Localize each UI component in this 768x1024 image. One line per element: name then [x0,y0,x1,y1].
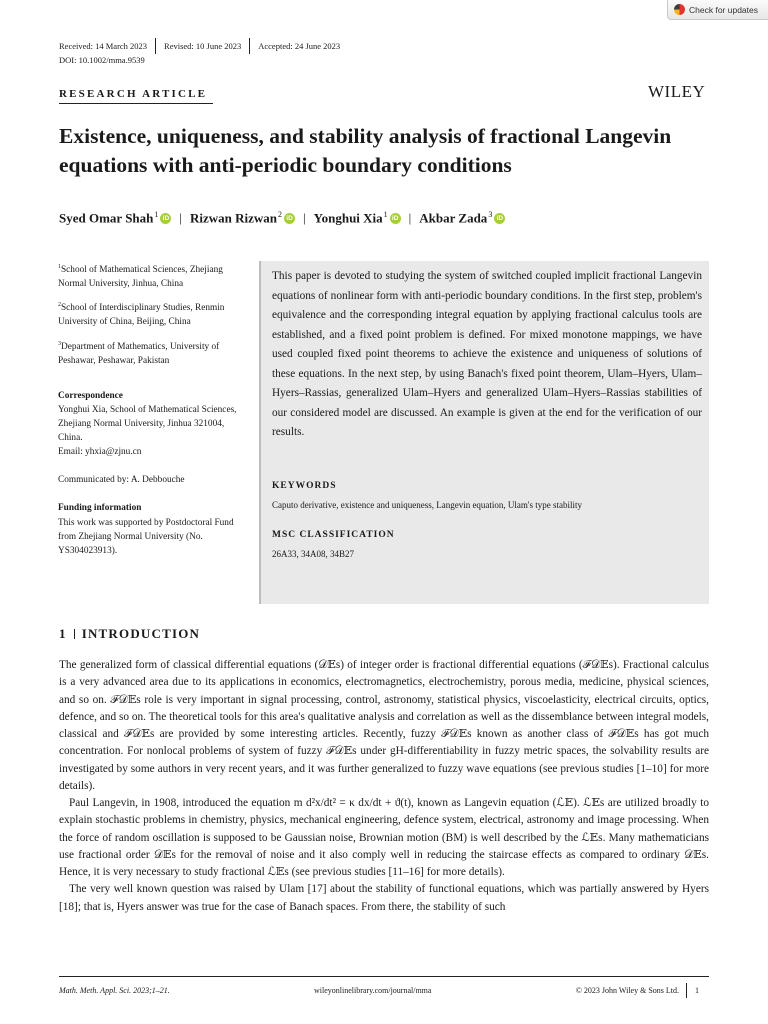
page-number: 1 [695,986,699,995]
footer-rule [59,976,709,977]
date-separator [249,38,250,54]
affiliation: $^1$School of Mathematical Sciences, Zhejiang Normal University, Jinhua, China [58,264,223,290]
msc-heading: MSC CLASSIFICATION [272,530,395,540]
author-separator: | [179,210,183,226]
copyright: © 2023 John Wiley & Sons Ltd. [575,986,679,995]
funding-label: Funding information [58,503,142,514]
article-info-column [58,260,248,558]
author-separator: | [303,210,306,226]
revised-date: Revised: 10 June 2023 [164,41,242,51]
correspondence-label: Correspondence [58,390,123,401]
journal-citation: Math. Meth. Appl. Sci. 2023;1–21. [59,986,170,995]
crossmark-icon [674,4,685,15]
author-list [59,210,505,226]
article-type-label: RESEARCH ARTICLE [59,88,208,100]
received-date: Received: 14 March 2023 [59,41,148,51]
orcid-icon[interactable]: iD [284,213,295,224]
abstract-text: This paper is devoted to studying the system of switched coupled implicit fractional Langevin equations of nonlinear form with anti-periodic boundary conditions. In the first step, problem's equivalence and the corresponding integral equation by applying fractional calculus tools are established, and a fixed point problem is defined. For mixed monotone mappings, we have used coupled fixed point theorems to achieve the existence and uniqueness of solutions of these equations. In the next step, by using Banach's fixed point theorem, Ulam–Hyers, Ulam–Hyers–Rassias, generalized Ulam–Hyers and generalized Ulam–Hyers–Rassias stabilities of our considered model are discussed. An example is given at the end for the verification of our results. [272,270,702,438]
orcid-icon[interactable]: iD [494,213,505,224]
check-for-updates-badge[interactable] [667,0,768,20]
keywords-heading: KEYWORDS [272,481,337,491]
correspondence-email[interactable]: Email: yhxia@zjnu.cn [58,447,142,458]
page-footer [59,983,709,998]
communicated-by: Communicated by: A. Debbouche [58,475,185,486]
abstract-box [259,261,709,604]
author-separator: | [408,210,412,226]
funding-text: This work was supported by Postdoctoral Fund from Zhejiang Normal University (No. YS304023913). [58,517,234,556]
journal-url[interactable]: wileyonlinelibrary.com/journal/mma [314,986,432,995]
correspondence-text: Yonghui Xia, School of Mathematical Sciences, Zhejiang Normal University, Jinhua 321004, China. [58,404,237,444]
author-name[interactable]: Syed Omar Shah$^1$ [59,210,159,226]
publisher-logo: WILEY [648,82,706,101]
article-dates [59,38,340,54]
article-type-underline [59,103,213,104]
affiliation: $^2$School of Interdisciplinary Studies, Renmin University of China, Beijing, China [58,302,225,328]
paragraph: The generalized form of classical differential equations (𝒟𝔼s) of integer order is fractional differential equations (ℱ𝒟𝔼s). Fractional calculus is a very advanced area due to its applications in economics, electromagnetics, electrochemistry, porous media, medicine, physical sciences, and so on. ℱ𝒟𝔼s role is very important in signal processing, control, astronomy, statistical physics, viscoelasticity, electrical circuits, optics, defence, and so on. The theoretical tools for this area's qualitative analysis and correlation as well as the dissemblance between integral models, classical and ℱ𝒟𝔼s are provided by some interesting articles. Recently, fuzzy ℱ𝒟𝔼s known as another class of ℱ𝒟𝔼s has got much concentration. For nonlocal problems of system of fuzzy ℱ𝒟𝔼s under gH-differentiability in fuzzy metric spaces, the solvability results are investigated by some authors in very recent years, and it was further generalized to fuzzy wave equations (see previous studies [1–10] for more details). [59,659,709,792]
author-name[interactable]: Yonghui Xia$^1$ [313,210,388,226]
orcid-icon[interactable]: iD [390,213,401,224]
paragraph: Paul Langevin, in 1908, introduced the equation m d²x/dt² = κ dx/dt + ϑ(t), known as Langevin equation (ℒ𝔼). ℒ𝔼s are utilized broadly to explain stochastic problems in chemistry, physics, mechanical engineering, defence system, electrical, astronomy and image processing. When the force of random oscillation is supposed to be Gaussian noise, Brownian motion (BM) is well described by the ℒ𝔼s. Many mathematicians use fractional order 𝒟𝔼s for the removal of noise and it also comply well in reducing the staircase effects as compared to ordinary 𝒟𝔼s. Hence, it is very necessary to study fractional ℒ𝔼s (see previous studies [11–16] for more details). [59,797,709,878]
section-separator [74,629,75,639]
paragraph: The very well known question was raised by Ulam [17] about the stability of functional equations, which was partially answered by Hyers [18]; that is, Hyers answer was true for the case of Banach spaces. From there, the stability of such [59,883,709,913]
author-name[interactable]: Akbar Zada$^3$ [419,210,493,226]
body-text [59,657,709,916]
author-name[interactable]: Rizwan Rizwan$^2$ [190,210,283,226]
section-heading [59,626,200,642]
accepted-date: Accepted: 24 June 2023 [258,41,341,51]
date-separator [155,38,156,54]
orcid-icon[interactable]: iD [160,213,171,224]
keywords-text: Caputo derivative, existence and uniqueness, Langevin equation, Ulam's type stability [272,500,583,510]
footer-separator [686,983,687,998]
doi[interactable]: DOI: 10.1002/mma.9539 [59,55,145,65]
check-for-updates-label: Check for updates [689,4,758,15]
article-title: Existence, uniqueness, and stability analysis of fractional Langevin equations with anti-periodic boundary conditions [59,124,672,177]
section-title: INTRODUCTION [81,626,201,641]
msc-codes: 26A33, 34A08, 34B27 [272,549,355,559]
section-number: 1 [59,626,67,641]
affiliation: $^3$Department of Mathematics, University of Peshawar, Peshawar, Pakistan [58,340,220,366]
